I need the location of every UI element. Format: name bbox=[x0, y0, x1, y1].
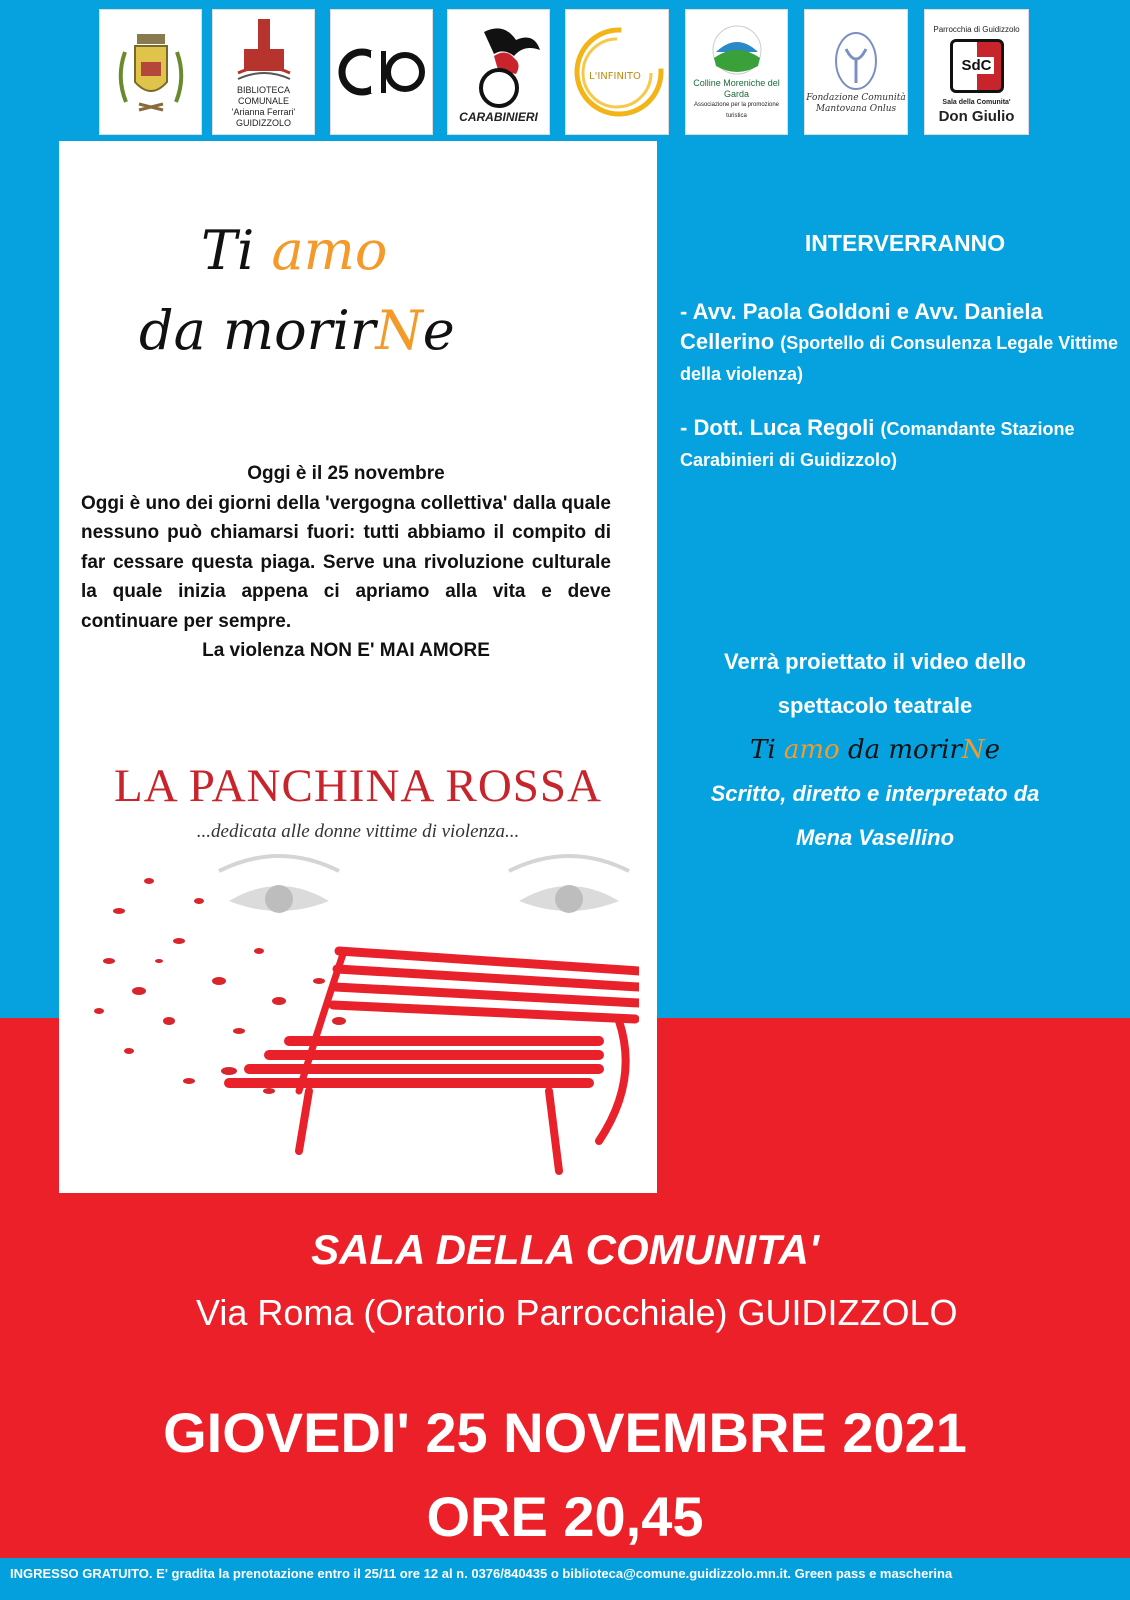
parrocchia-logo bbox=[924, 9, 1029, 135]
speaker-1 bbox=[660, 297, 1130, 389]
library-icon bbox=[234, 15, 294, 85]
play-da-morir: da morir bbox=[839, 735, 962, 765]
speaker-2-role: (Comandante Stazione Carabinieri di Guidizzolo) bbox=[680, 419, 1075, 470]
sdc-badge bbox=[950, 39, 1004, 93]
biblioteca-logo bbox=[212, 9, 315, 135]
footer-notice: INGRESSO GRATUITO. E' gradita la prenotazione entro il 25/11 ore 12 al n. 0376/840435 o biblioteca@comune.guidizzolo.mn.it. Green pass e mascherina bbox=[0, 1558, 1130, 1600]
colline-subcaption: Associazione per la promozione turistica bbox=[693, 102, 780, 119]
event-time: ORE 20,45 bbox=[426, 1485, 704, 1548]
video-line-2: spettacolo teatrale bbox=[777, 693, 973, 718]
intro-closing: La violenza NON E' MAI AMORE bbox=[202, 640, 490, 661]
title-da-morir: da morir bbox=[139, 299, 376, 362]
cpo-icon bbox=[337, 37, 427, 107]
infinito-icon bbox=[567, 17, 667, 127]
comune-crest-logo bbox=[99, 9, 202, 135]
linfinito-logo bbox=[565, 9, 669, 135]
don-giulio-caption: Don Giulio bbox=[938, 107, 1015, 125]
video-author: Mena Vasellino bbox=[795, 825, 955, 850]
video-announcement bbox=[660, 640, 1090, 860]
carabinieri-logo bbox=[447, 9, 550, 135]
colline-moreniche-logo bbox=[685, 9, 788, 135]
venue-address: Via Roma (Oratorio Parrocchiale) GUIDIZZOLO bbox=[196, 1292, 958, 1333]
play-title bbox=[660, 728, 1090, 772]
play-ti: Ti bbox=[749, 735, 784, 765]
speaker-2 bbox=[660, 413, 1130, 475]
title-line-1 bbox=[201, 211, 455, 291]
title-ti: Ti bbox=[201, 219, 272, 282]
sdc-badge-text: SdC bbox=[961, 57, 992, 74]
flame-icon bbox=[454, 22, 544, 112]
title-line-2 bbox=[139, 291, 455, 371]
biblioteca-caption: BIBLIOTECA COMUNALE 'Arianna Ferrari' GUIDIZZOLO bbox=[231, 85, 296, 128]
parrocchia-caption: Parrocchia di Guidizzolo bbox=[933, 24, 1020, 34]
carabinieri-caption: CARABINIERI bbox=[459, 109, 538, 124]
sala-comunita-caption: Sala della Comunita' bbox=[942, 98, 1011, 106]
poster-panel bbox=[59, 141, 657, 1193]
fondazione-caption: Fondazione Comunità Mantovana Onlus bbox=[806, 93, 906, 114]
title-e: e bbox=[422, 299, 455, 362]
video-credit: Scritto, diretto e interpretato da bbox=[710, 781, 1040, 806]
play-amo: amo bbox=[783, 735, 840, 765]
panchina-subtitle: ...dedicata alle donne vittime di violenza... bbox=[196, 821, 520, 842]
video-line-1: Verrà proiettato il video dello bbox=[724, 649, 1026, 674]
speaker-2-name: - Dott. Luca Regoli bbox=[680, 415, 875, 440]
fondazione-icon bbox=[831, 29, 881, 93]
fondazione-logo bbox=[804, 9, 908, 135]
speaker-1-role: (Sportello di Consulenza Legale Vittime della violenza) bbox=[680, 333, 1118, 384]
poster-title bbox=[139, 211, 455, 371]
intro-date: Oggi è il 25 novembre bbox=[247, 463, 445, 484]
event-date: GIOVEDI' 25 NOVEMBRE 2021 bbox=[163, 1401, 967, 1464]
title-n: N bbox=[375, 299, 423, 362]
speakers-section bbox=[660, 230, 1130, 475]
crest-icon bbox=[111, 22, 191, 122]
bench bbox=[229, 951, 639, 1171]
intro-text bbox=[81, 459, 611, 666]
sponsor-logos bbox=[99, 9, 1044, 135]
venue-name: SALA DELLA COMUNITA' bbox=[311, 1226, 819, 1273]
play-n: N bbox=[961, 735, 985, 765]
speakers-heading: INTERVERRANNO bbox=[804, 230, 1006, 256]
eyes-image bbox=[219, 856, 629, 913]
intro-body: Oggi è uno dei giorni della 'vergogna collettiva' dalla quale nessuno può chiamarsi fuori: tutti abbiamo il compito di far cessare questa piaga. Serve una rivoluzione culturale la quale inizia appena ci apriamo alla vita e deve continuare per sempre. bbox=[81, 492, 611, 632]
speaker-1-name: - Avv. Paola Goldoni e Avv. Daniela Cellerino bbox=[680, 299, 1043, 354]
panchina-title: LA PANCHINA ROSSA bbox=[113, 760, 602, 812]
hills-icon bbox=[712, 22, 762, 78]
cpo-logo bbox=[330, 9, 433, 135]
red-bench-illustration bbox=[79, 841, 639, 1181]
title-amo: amo bbox=[271, 219, 388, 282]
play-e: e bbox=[984, 735, 1001, 765]
colline-caption: Colline Moreniche del Garda bbox=[693, 78, 780, 99]
linfinito-text: L'INFINITO bbox=[589, 71, 641, 82]
